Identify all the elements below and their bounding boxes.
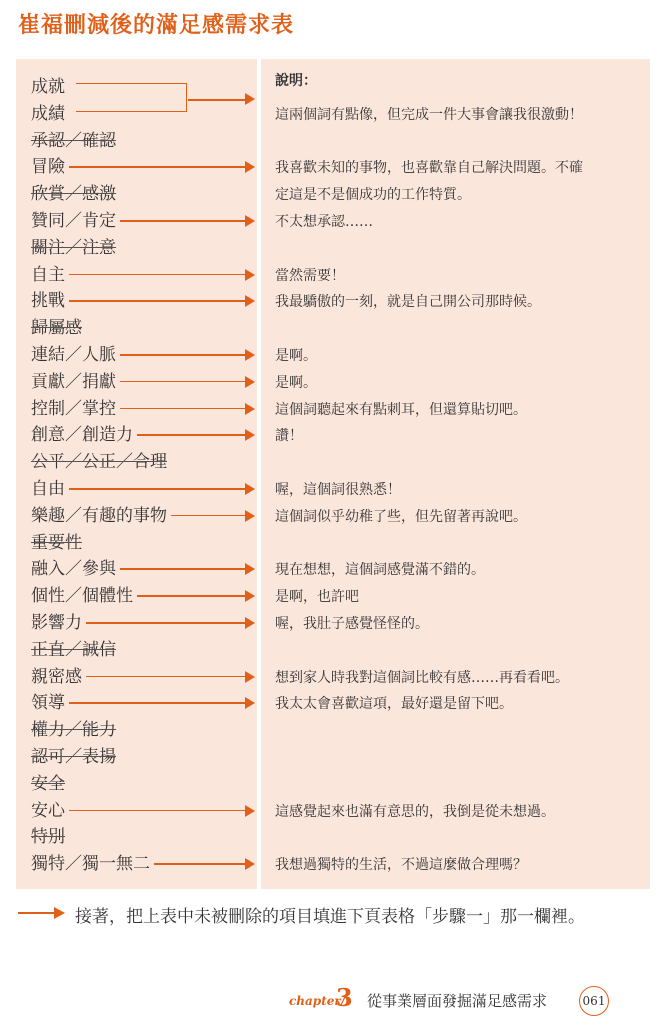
deleted-term: 正直／誠信	[31, 639, 116, 660]
arrow-head	[245, 403, 255, 415]
table-row	[16, 744, 650, 771]
comment-text: 這兩個詞有點像，但完成一件大事會讓我很激動！	[275, 106, 583, 123]
table-row	[16, 637, 650, 664]
arrow-line	[137, 595, 246, 597]
table-row	[16, 503, 650, 530]
arrow-head	[245, 483, 255, 495]
table-row	[16, 771, 650, 798]
arrow-head	[245, 349, 255, 361]
arrow-head	[245, 295, 255, 307]
comment-text: 是啊。	[275, 374, 317, 391]
table-row	[16, 262, 650, 289]
table-row	[16, 449, 650, 476]
arrow-head	[245, 590, 255, 602]
arrow-head	[245, 858, 255, 870]
bracket-arrow-head	[245, 93, 255, 105]
comment-text: 這感覺起來也滿有意思的，我倒是從未想過。	[275, 803, 555, 820]
arrow-line	[69, 300, 246, 302]
chapter-number: 3	[336, 983, 353, 1012]
arrow-line	[120, 408, 246, 410]
arrow-head	[245, 697, 255, 709]
arrow-head	[245, 376, 255, 388]
footnote-arrow-head	[54, 907, 65, 919]
footnote	[18, 902, 658, 927]
arrow-line	[120, 381, 246, 383]
table-row	[16, 181, 650, 208]
table-row	[16, 315, 650, 342]
table-row	[16, 288, 650, 315]
kept-term: 創意／創造力	[31, 425, 133, 446]
arrow-head	[245, 161, 255, 173]
kept-term: 贊同／肯定	[31, 211, 116, 231]
comment-text: 這個詞聽起來有點刺耳，但還算貼切吧。	[275, 401, 527, 418]
table-row	[16, 530, 650, 557]
table-row	[16, 396, 650, 423]
table-row	[16, 798, 650, 825]
deleted-term: 公平／公正／合理	[31, 452, 167, 473]
footnote-text: 接著，把上表中未被刪除的項目填進下頁表格「步驟一」那一欄裡。	[75, 907, 585, 927]
arrow-line	[86, 676, 246, 678]
arrow-line	[86, 622, 246, 624]
page-footer	[0, 985, 661, 1019]
comment-text: 是啊，也許吧	[275, 589, 359, 606]
comment-text: 當然需要！	[275, 267, 345, 284]
kept-term: 自由	[31, 479, 65, 499]
deleted-term: 權力／能力	[31, 720, 116, 741]
kept-term: 自主	[31, 264, 65, 285]
arrow-line	[137, 434, 246, 436]
comment-text: 喔，我肚子感覺怪怪的。	[275, 616, 429, 632]
arrow-line	[171, 515, 246, 517]
deleted-term: 歸屬感	[31, 318, 82, 339]
page-title: 崔福刪減後的滿足感需求表	[18, 13, 295, 38]
comment-text: 我想過獨特的生活，不過這麼做合理嗎？	[275, 857, 527, 874]
arrow-head	[245, 269, 255, 281]
deleted-term: 欣賞／感激	[31, 184, 116, 205]
arrow-line	[154, 863, 246, 865]
arrow-head	[245, 429, 255, 441]
comment-text: 現在想想，這個詞感覺滿不錯的。	[275, 562, 485, 579]
deleted-term: 重要性	[31, 532, 82, 553]
comment-text: 我太太會喜歡這項，最好還是留下吧。	[275, 696, 513, 713]
table-row	[16, 824, 650, 851]
deleted-term: 關注／注意	[31, 237, 116, 258]
table-row	[16, 583, 650, 610]
kept-term: 成就	[31, 77, 65, 97]
kept-term: 貢獻／捐獻	[31, 371, 116, 392]
arrow-head	[245, 671, 255, 683]
comment-text: 喔，這個詞很熟悉！	[275, 482, 401, 498]
arrow-line	[120, 354, 246, 356]
arrow-head	[245, 563, 255, 575]
chapter-label: chapter/	[289, 994, 346, 1008]
comment-text: 定這是不是個成功的工作特質。	[275, 187, 471, 204]
table-row	[16, 556, 650, 583]
arrow-head	[245, 215, 255, 227]
needs-table	[16, 59, 650, 889]
table-row	[16, 369, 650, 396]
arrow-head	[245, 617, 255, 629]
table-row	[16, 422, 650, 449]
arrow-line	[69, 166, 246, 168]
kept-term: 樂趣／有趣的事物	[31, 505, 167, 526]
table-row	[16, 235, 650, 262]
comment-heading: 說明：	[275, 73, 317, 89]
kept-term: 個性／個體性	[31, 586, 133, 607]
table-row	[16, 154, 650, 181]
table-row	[16, 690, 650, 717]
kept-term: 冒險	[31, 157, 65, 178]
deleted-term: 特別	[31, 827, 65, 848]
table-row	[16, 664, 650, 691]
table-row	[16, 851, 650, 878]
kept-term: 控制／掌控	[31, 398, 116, 419]
chapter-title: 從事業層面發掘滿足感需求	[367, 992, 548, 1010]
page-number: 061	[579, 986, 609, 1016]
comment-text: 我喜歡未知的事物，也喜歡靠自己解決問題。不確	[275, 160, 583, 177]
footnote-arrow-line	[18, 912, 56, 914]
kept-term: 親密感	[31, 666, 82, 687]
table-row	[16, 476, 650, 503]
bracket-arrow-line	[188, 99, 246, 101]
table-row	[16, 610, 650, 637]
arrow-head	[245, 510, 255, 522]
table-row	[16, 128, 650, 155]
arrow-line	[69, 488, 246, 490]
kept-term: 挑戰	[31, 291, 65, 312]
deleted-term: 安全	[31, 773, 65, 794]
kept-term: 安心	[31, 800, 65, 821]
deleted-term: 認可／表揚	[31, 747, 116, 767]
arrow-line	[69, 274, 246, 276]
comment-text: 不太想承認……	[275, 214, 373, 230]
arrow-head	[245, 805, 255, 817]
kept-term: 連結／人脈	[31, 345, 116, 365]
arrow-line	[120, 568, 246, 570]
table-row	[16, 208, 650, 235]
kept-term: 領導	[31, 693, 65, 714]
comment-text: 想到家人時我對這個詞比較有感……再看看吧。	[275, 669, 569, 686]
comment-text: 這個詞似乎幼稚了些，但先留著再說吧。	[275, 508, 527, 525]
comment-text: 是啊。	[275, 348, 317, 364]
arrow-line	[69, 810, 246, 812]
arrow-line	[120, 220, 246, 222]
kept-term: 成績	[31, 103, 65, 124]
table-row	[16, 717, 650, 744]
arrow-line	[69, 702, 246, 704]
kept-term: 獨特／獨一無二	[31, 854, 150, 875]
table-row	[16, 342, 650, 369]
comment-text: 我最驕傲的一刻，就是自己開公司那時候。	[275, 294, 541, 311]
comment-text: 讚！	[275, 428, 303, 445]
kept-term: 融入／參與	[31, 559, 116, 580]
bracket-connector	[76, 83, 187, 112]
deleted-term: 承認／確認	[31, 130, 116, 151]
kept-term: 影響力	[31, 613, 82, 633]
